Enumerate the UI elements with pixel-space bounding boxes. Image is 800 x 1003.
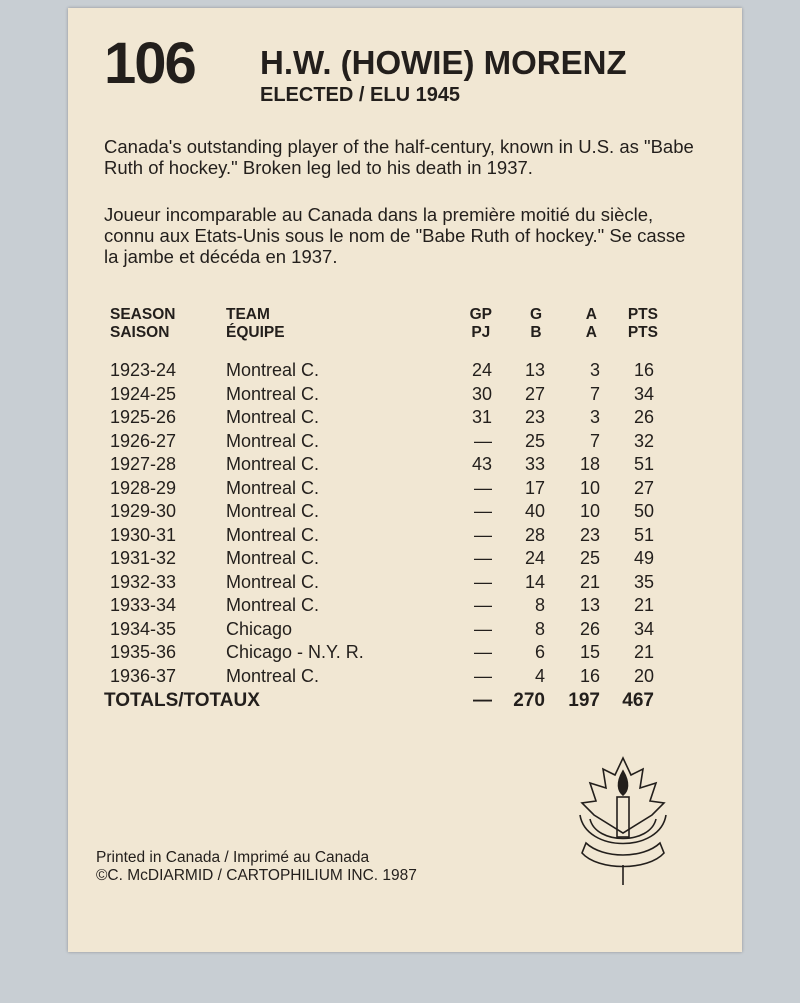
copyright: ©C. McDIARMID / CARTOPHILIUM INC. 1987 <box>96 867 417 884</box>
header-season: SEASON SAISON <box>110 306 176 341</box>
cell-team: Chicago <box>226 618 293 639</box>
table-row <box>68 501 742 524</box>
cell-assists: 10 <box>579 501 600 521</box>
cell-gp: — <box>474 430 492 451</box>
elected-year: ELECTED / ELU 1945 <box>260 84 461 106</box>
table-row <box>68 619 742 642</box>
cell-team: Montreal C. <box>226 407 320 427</box>
cell-team: Montreal C. <box>226 548 320 568</box>
hall-of-fame-logo <box>568 753 678 893</box>
cell-assists: 10 <box>579 477 600 498</box>
cell-goals: 17 <box>524 477 545 498</box>
cell-points: 21 <box>633 595 654 615</box>
cell-team: Montreal C. <box>226 524 320 545</box>
cell-points: 35 <box>633 571 654 592</box>
table-row <box>68 572 742 595</box>
table-row <box>68 478 742 501</box>
table-row <box>68 548 742 571</box>
cell-season: 1928-29 <box>110 477 177 498</box>
cell-gp: — <box>474 665 492 686</box>
cell-gp: — <box>474 501 492 521</box>
cell-gp: 30 <box>471 383 492 404</box>
cell-points: 26 <box>633 407 654 427</box>
cell-team: Chicago - N.Y. R. <box>226 642 364 662</box>
cell-goals: 33 <box>524 454 545 474</box>
cell-season: 1934-35 <box>110 618 177 639</box>
cell-team: Montreal C. <box>226 595 320 615</box>
cell-season: 1925-26 <box>110 407 177 427</box>
cell-assists: 7 <box>589 430 600 451</box>
totals-a: 197 <box>568 690 600 711</box>
cell-team: Montreal C. <box>226 665 320 686</box>
card-back <box>68 8 742 952</box>
header-pts: PTS PTS <box>627 306 658 341</box>
header-gp: GP PJ <box>469 306 492 341</box>
cell-points: 51 <box>633 454 654 474</box>
cell-team: Montreal C. <box>226 454 320 474</box>
totals-gp: — <box>473 690 492 711</box>
cell-points: 32 <box>633 430 654 451</box>
cell-team: Montreal C. <box>226 571 320 592</box>
cell-points: 34 <box>633 383 654 404</box>
cell-goals: 24 <box>524 548 545 568</box>
cell-goals: 8 <box>534 595 545 615</box>
table-row <box>68 642 742 665</box>
player-name: H.W. (HOWIE) MORENZ <box>260 44 627 81</box>
table-row <box>68 595 742 618</box>
cell-gp: — <box>474 642 492 662</box>
card-number: 106 <box>104 31 195 96</box>
cell-gp: — <box>474 618 492 639</box>
cell-gp: — <box>474 595 492 615</box>
cell-season: 1924-25 <box>110 383 177 404</box>
cell-assists: 7 <box>589 383 600 404</box>
cell-gp: — <box>474 477 492 498</box>
cell-gp: 31 <box>471 407 492 427</box>
cell-assists: 3 <box>589 360 600 380</box>
cell-gp: 24 <box>471 360 492 380</box>
cell-points: 16 <box>633 360 654 380</box>
cell-assists: 16 <box>579 665 600 686</box>
cell-season: 1932-33 <box>110 571 177 592</box>
cell-season: 1936-37 <box>110 665 177 686</box>
cell-gp: — <box>474 524 492 545</box>
cell-points: 49 <box>633 548 654 568</box>
cell-goals: 28 <box>524 524 545 545</box>
cell-team: Montreal C. <box>226 383 320 404</box>
cell-goals: 23 <box>524 407 545 427</box>
cell-gp: — <box>474 571 492 592</box>
cell-team: Montreal C. <box>226 360 320 380</box>
cell-goals: 25 <box>524 430 545 451</box>
header-a: A A <box>585 306 597 341</box>
bio-english: Canada's outstanding player of the half-century, known in U.S. as "Babe Ruth of hockey." Broken leg led to his death in 1937. <box>104 136 694 178</box>
table-row <box>68 407 742 430</box>
cell-gp: 43 <box>471 454 492 474</box>
table-row <box>68 454 742 477</box>
cell-goals: 6 <box>534 642 545 662</box>
cell-season: 1930-31 <box>110 524 177 545</box>
header-team: TEAM ÉQUIPE <box>226 306 285 341</box>
cell-season: 1931-32 <box>110 548 177 568</box>
cell-season: 1923-24 <box>110 360 177 380</box>
footer <box>96 849 417 885</box>
cell-points: 34 <box>633 618 654 639</box>
totals-label: TOTALS/TOTAUX <box>104 690 260 711</box>
cell-season: 1927-28 <box>110 454 177 474</box>
cell-goals: 27 <box>524 383 545 404</box>
cell-points: 51 <box>633 524 654 545</box>
table-row <box>68 384 742 407</box>
cell-season: 1926-27 <box>110 430 177 451</box>
cell-assists: 21 <box>579 571 600 592</box>
cell-points: 21 <box>633 642 654 662</box>
cell-season: 1935-36 <box>110 642 177 662</box>
printed-in: Printed in Canada / Imprimé au Canada <box>96 849 370 866</box>
cell-season: 1933-34 <box>110 595 177 615</box>
header-g: G B <box>529 306 542 341</box>
cell-assists: 26 <box>579 618 600 639</box>
table-row <box>68 525 742 548</box>
cell-team: Montreal C. <box>226 501 320 521</box>
cell-points: 20 <box>633 665 654 686</box>
cell-goals: 4 <box>534 665 545 686</box>
cell-points: 27 <box>633 477 654 498</box>
table-row <box>68 431 742 454</box>
cell-gp: — <box>474 548 492 568</box>
cell-assists: 18 <box>579 454 600 474</box>
cell-team: Montreal C. <box>226 430 320 451</box>
totals-g: 270 <box>513 690 545 711</box>
totals-pts: 467 <box>622 690 654 711</box>
cell-goals: 40 <box>524 501 545 521</box>
cell-assists: 13 <box>579 595 600 615</box>
cell-team: Montreal C. <box>226 477 320 498</box>
cell-assists: 23 <box>579 524 600 545</box>
cell-assists: 15 <box>579 642 600 662</box>
cell-goals: 8 <box>534 618 545 639</box>
cell-season: 1929-30 <box>110 501 177 521</box>
cell-assists: 25 <box>579 548 600 568</box>
cell-points: 50 <box>633 501 654 521</box>
table-row <box>68 360 742 383</box>
cell-goals: 13 <box>524 360 545 380</box>
bio-french: Joueur incomparable au Canada dans la première moitié du siècle, connu aux Etats-Unis sous le nom de "Babe Ruth of hockey." Se casse la jambe et décéda en 1937. <box>104 204 686 267</box>
table-row <box>68 666 742 689</box>
cell-assists: 3 <box>589 407 600 427</box>
cell-goals: 14 <box>524 571 545 592</box>
